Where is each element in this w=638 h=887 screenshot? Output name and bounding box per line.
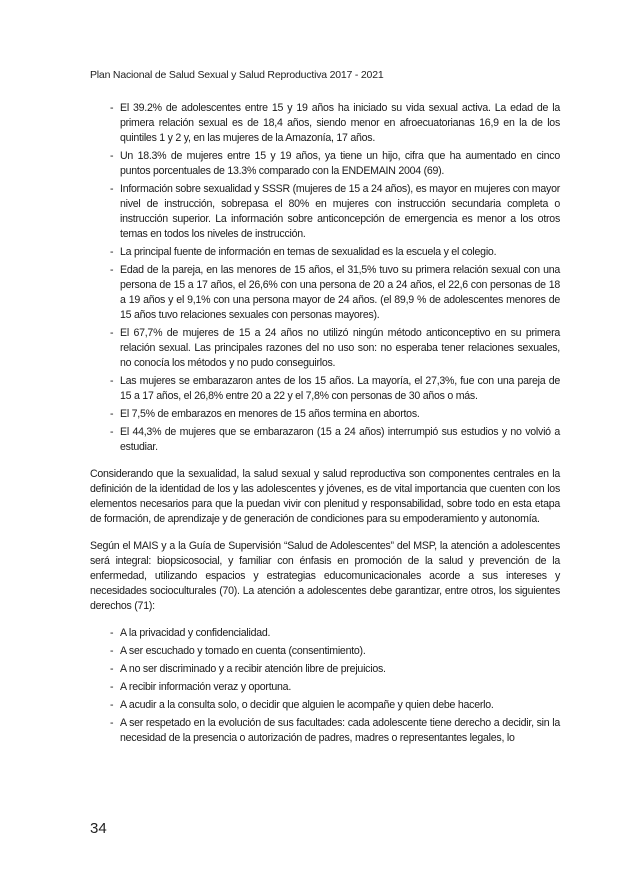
statistics-list bbox=[90, 101, 560, 455]
running-header: Plan Nacional de Salud Sexual y Salud Reproductiva 2017 - 2021 bbox=[90, 69, 384, 81]
list-item: - Un 18.3% de mujeres entre 15 y 19 años, ya tiene un hijo, cifra que ha aumentado en cinco puntos porcentuales de 13.3% comparado con la ENDEMAIN 2004 (69). bbox=[90, 149, 560, 179]
list-item: - La principal fuente de información en temas de sexualidad es la escuela y el colegio. bbox=[90, 245, 560, 260]
list-item: - El 44,3% de mujeres que se embarazaron (15 a 24 años) interrumpió sus estudios y no volvió a estudiar. bbox=[90, 425, 560, 455]
list-item: - A acudir a la consulta solo, o decidir que alguien le acompañe y quien debe hacerlo. bbox=[90, 698, 560, 713]
list-item: - Las mujeres se embarazaron antes de los 15 años. La mayoría, el 27,3%, fue con una pareja de 15 a 17 años, el 26,8% entre 20 a 22 y el 7,8% con personas de 30 años o más. bbox=[90, 374, 560, 404]
list-item: - El 67,7% de mujeres de 15 a 24 años no utilizó ningún método anticonceptivo en su primera relación sexual. Las principales razones del no uso son: no esperaba tener relaciones sexuales, no conocía los métodos y no pudo conseguirlos. bbox=[90, 326, 560, 371]
list-item: - A recibir información veraz y oportuna. bbox=[90, 680, 560, 695]
paragraph: Considerando que la sexualidad, la salud sexual y salud reproductiva son componentes centrales en la definición de la identidad de los y las adolescentes y jóvenes, es de vital importancia que cuenten con los elementos necesarios para que la puedan vivir con plenitud y responsabilidad, sobre todo en esta etapa de formación, de aprendizaje y de generación de condiciones para su empoderamiento y autonomía. bbox=[90, 468, 560, 525]
rights-list bbox=[90, 626, 560, 746]
list-item: - A no ser discriminado y a recibir atención libre de prejuicios. bbox=[90, 662, 560, 677]
list-item: - Edad de la pareja, en las menores de 15 años, el 31,5% tuvo su primera relación sexual con una persona de 15 a 17 años, el 26,6% con una persona de 20 a 24 años, el 22,6 con personas de 18 a 19 años y el 9,1% con una persona mayor de 24 años. (el 89,9 % de adolescentes menores de 15 años tuvo relaciones sexuales con personas mayores). bbox=[90, 263, 560, 323]
list-item: - El 7,5% de embarazos en menores de 15 años termina en abortos. bbox=[90, 407, 560, 422]
list-item: - A la privacidad y confidencialidad. bbox=[90, 626, 560, 641]
page-number: 34 bbox=[90, 820, 107, 837]
list-item: - A ser escuchado y tomado en cuenta (consentimiento). bbox=[90, 644, 560, 659]
list-item: - A ser respetado en la evolución de sus facultades: cada adolescente tiene derecho a decidir, sin la necesidad de la presencia o autorización de padres, madres o representantes legales, lo bbox=[90, 716, 560, 746]
list-item: - El 39.2% de adolescentes entre 15 y 19 años ha iniciado su vida sexual activa. La edad de la primera relación sexual es de 18,4 años, siendo menor en afroecuatorianas 16,9 en la de los quintiles 1 y 2 y, en las mujeres de la Amazonía, 17 años. bbox=[90, 101, 560, 146]
page-body bbox=[90, 101, 560, 749]
paragraph: Según el MAIS y a la Guía de Supervisión “Salud de Adolescentes” del MSP, la atención a adolescentes será integral: biopsicosocial, y familiar con énfasis en promoción de la salud y prevención de la enfermedad, utilizando espacios y estrategias educomunicacionales acorde a sus intereses y necesidades socioculturales (70). La atención a adolescentes debe garantizar, entre otros, los siguientes derechos (71): bbox=[90, 540, 560, 612]
list-item: - Información sobre sexualidad y SSSR (mujeres de 15 a 24 años), es mayor en mujeres con mayor nivel de instrucción, sobrepasa el 80% en mujeres con instrucción secundaria completa o instrucción superior. La información sobre anticoncepción de emergencia es menor a los otros temas en todos los niveles de instrucción. bbox=[90, 182, 560, 242]
